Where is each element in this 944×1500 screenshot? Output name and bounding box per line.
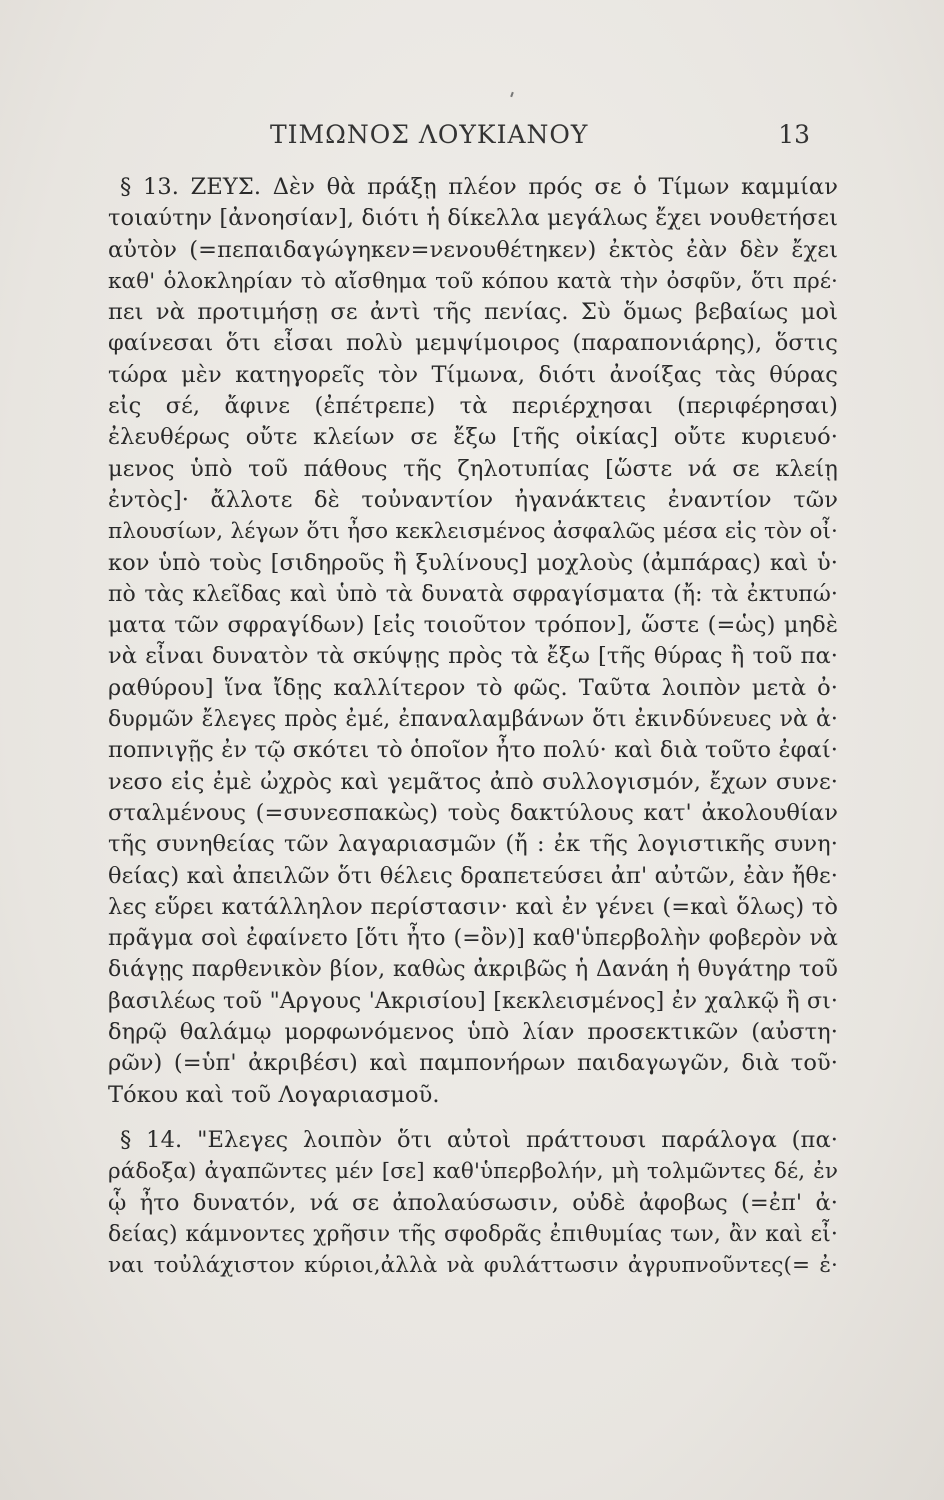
running-title: ΤΙΜΩΝΟΣ ΛΟΥΚΙΑΝΟΥ [270,120,589,149]
text-line: δηρῷ θαλάμῳ μορφωνόμενος ὑπὸ λίαν προσεκτικῶν (αὐστη· [108,1019,838,1046]
text-line: φαίνεσαι ὅτι εἶσαι πολὺ μεμψίμοιρος (παραπονιάρης), ὅστις [108,330,838,357]
text-line: πλουσίων, λέγων ὅτι ἦσο κεκλεισμένος ἀσφαλῶς μέσα εἰς τὸν οἶ· [108,519,838,545]
text-line: δυρμῶν ἔλεγες πρὸς ἐμέ, ἐπαναλαμβάνων ὅτι ἐκινδύνευες νὰ ἀ· [108,707,838,733]
text-line: θείας) καὶ ἀπειλῶν ὅτι θέλεις δραπετεύσει ἀπ' αὐτῶν, ἐὰν ἤθε· [108,862,838,889]
running-header [270,120,810,160]
text-line: δείας) κάμνοντες χρῆσιν τῆς σφοδρᾶς ἐπιθυμίας των, ἂν καὶ εἶ· [108,1221,838,1247]
text-line: κον ὑπὸ τοὺς [σιδηροῦς ἢ ξυλίνους] μοχλοὺς (ἀμπάρας) καὶ ὑ· [108,549,838,576]
text-line: § 14. "Ελεγες λοιπὸν ὅτι αὐτοὶ πράττουσι παράλογα (πα· [120,1126,838,1153]
body-text [108,172,838,1281]
text-line: ράδοξα) ἀγαπῶντες μέν [σε] καθ'ὑπερβολήν, μὴ τολμῶντες δέ, ἐν [108,1159,838,1185]
paragraph-gap [108,1111,838,1125]
text-line: ἐλευθέρως οὔτε κλείων σε ἔξω [τῆς οἰκίας] οὔτε κυριευό· [108,424,838,451]
text-line: καθ' ὁλοκληρίαν τὸ αἴσθημα τοῦ κόπου κατὰ τὴν ὀσφῦν, ὅτι πρέ· [108,268,838,294]
text-line: αὐτὸν (=πεπαιδαγώγηκεν=νενουθέτηκεν) ἐκτὸς ἐὰν δὲν ἔχει [108,236,838,263]
ink-speck [510,92,514,97]
text-line: ρῶν) (=ὑπ' ἀκριβέσι) καὶ παμπονήρων παιδαγωγῶν, διὰ τοῦ· [108,1050,838,1077]
page-number: 13 [778,120,810,149]
text-line: § 13. ΖΕΥΣ. Δὲν θὰ πράξῃ πλέον πρός σε ὁ Τίμων καμμίαν [120,174,838,200]
text-line: πει νὰ προτιμήσῃ σε ἀντὶ τῆς πενίας. Σὺ ὅμως βεβαίως μοὶ [108,299,838,326]
text-line: βασιλέως τοῦ "Αργους 'Ακρισίου] [κεκλεισμένος] ἐν χαλκῷ ἢ σι· [108,988,838,1014]
text-line: εἰς σέ, ἄφινε (ἐπέτρεπε) τὰ περιέρχησαι (περιφέρησαι) [108,393,838,420]
text-line: τοιαύτην [ἀνοησίαν], διότι ἡ δίκελλα μεγάλως ἔχει νουθετήσει [108,205,838,232]
text-line: πρᾶγμα σοὶ ἐφαίνετο [ὅτι ἦτο (=ὂν)] καθ'ὑπερβολὴν φοβερὸν νὰ [108,926,838,952]
text-line: διάγῃς παρθενικὸν βίον, καθὼς ἀκριβῶς ἡ Δανάη ἡ θυγάτηρ τοῦ [108,957,838,983]
text-line: ᾧ ἦτο δυνατόν, νά σε ἀπολαύσωσιν, οὐδὲ ἀφοβως (=ἐπ' ἀ· [108,1189,838,1216]
text-line: τώρα μὲν κατηγορεῖς τὸν Τίμωνα, διότι ἀνοίξας τὰς θύρας [108,361,838,388]
text-line: ναι τοὐλάχιστον κύριοι,ἀλλὰ νὰ φυλάττωσιν ἀγρυπνοῦντες(= ἐ· [108,1253,838,1279]
text-line: νὰ εἶναι δυνατὸν τὰ σκύψῃς πρὸς τὰ ἔξω [τῆς θύρας ἢ τοῦ πα· [108,643,838,670]
text-line: ραθύρου] ἵνα ἴδῃς καλλίτερον τὸ φῶς. Ταῦτα λοιπὸν μετὰ ὀ· [108,674,838,701]
text-line: νεσο εἰς ἐμὲ ὠχρὸς καὶ γεμᾶτος ἀπὸ συλλογισμόν, ἔχων συνε· [108,768,838,795]
text-line: τῆς συνηθείας τῶν λαγαριασμῶν (ἤ : ἐκ τῆς λογιστικῆς συνη· [108,831,838,858]
text-line: ἐντὸς]· ἄλλοτε δὲ τοὐναντίον ἠγανάκτεις ἐναντίον τῶν [108,486,838,513]
text-line: σταλμένους (=συνεσπακὼς) τοὺς δακτύλους κατ' ἀκολουθίαν [108,799,838,826]
text-line: Τόκου καὶ τοῦ Λογαριασμοῦ. [108,1081,440,1108]
text-line: πὸ τὰς κλεῖδας καὶ ὑπὸ τὰ δυνατὰ σφραγίσματα (ἤ: τὰ ἐκτυπώ· [108,581,838,607]
paragraph-13 [108,172,838,1111]
paragraph-14 [108,1125,838,1281]
text-line: λες εὕρει κατάλληλον περίστασιν· καὶ ἐν γένει (=καὶ ὅλως) τὸ [108,893,838,920]
text-line: μενος ὑπὸ τοῦ πάθους τῆς ζηλοτυπίας [ὥστε νά σε κλείῃ [108,455,838,482]
text-line: ματα τῶν σφραγίδων) [εἰς τοιοῦτον τρόπον], ὥστε (=ὡς) μηδὲ [108,612,838,639]
text-line: ποπνιγῇς ἐν τῷ σκότει τὸ ὁποῖον ἦτο πολύ· καὶ διὰ τοῦτο ἐφαί· [108,737,838,764]
